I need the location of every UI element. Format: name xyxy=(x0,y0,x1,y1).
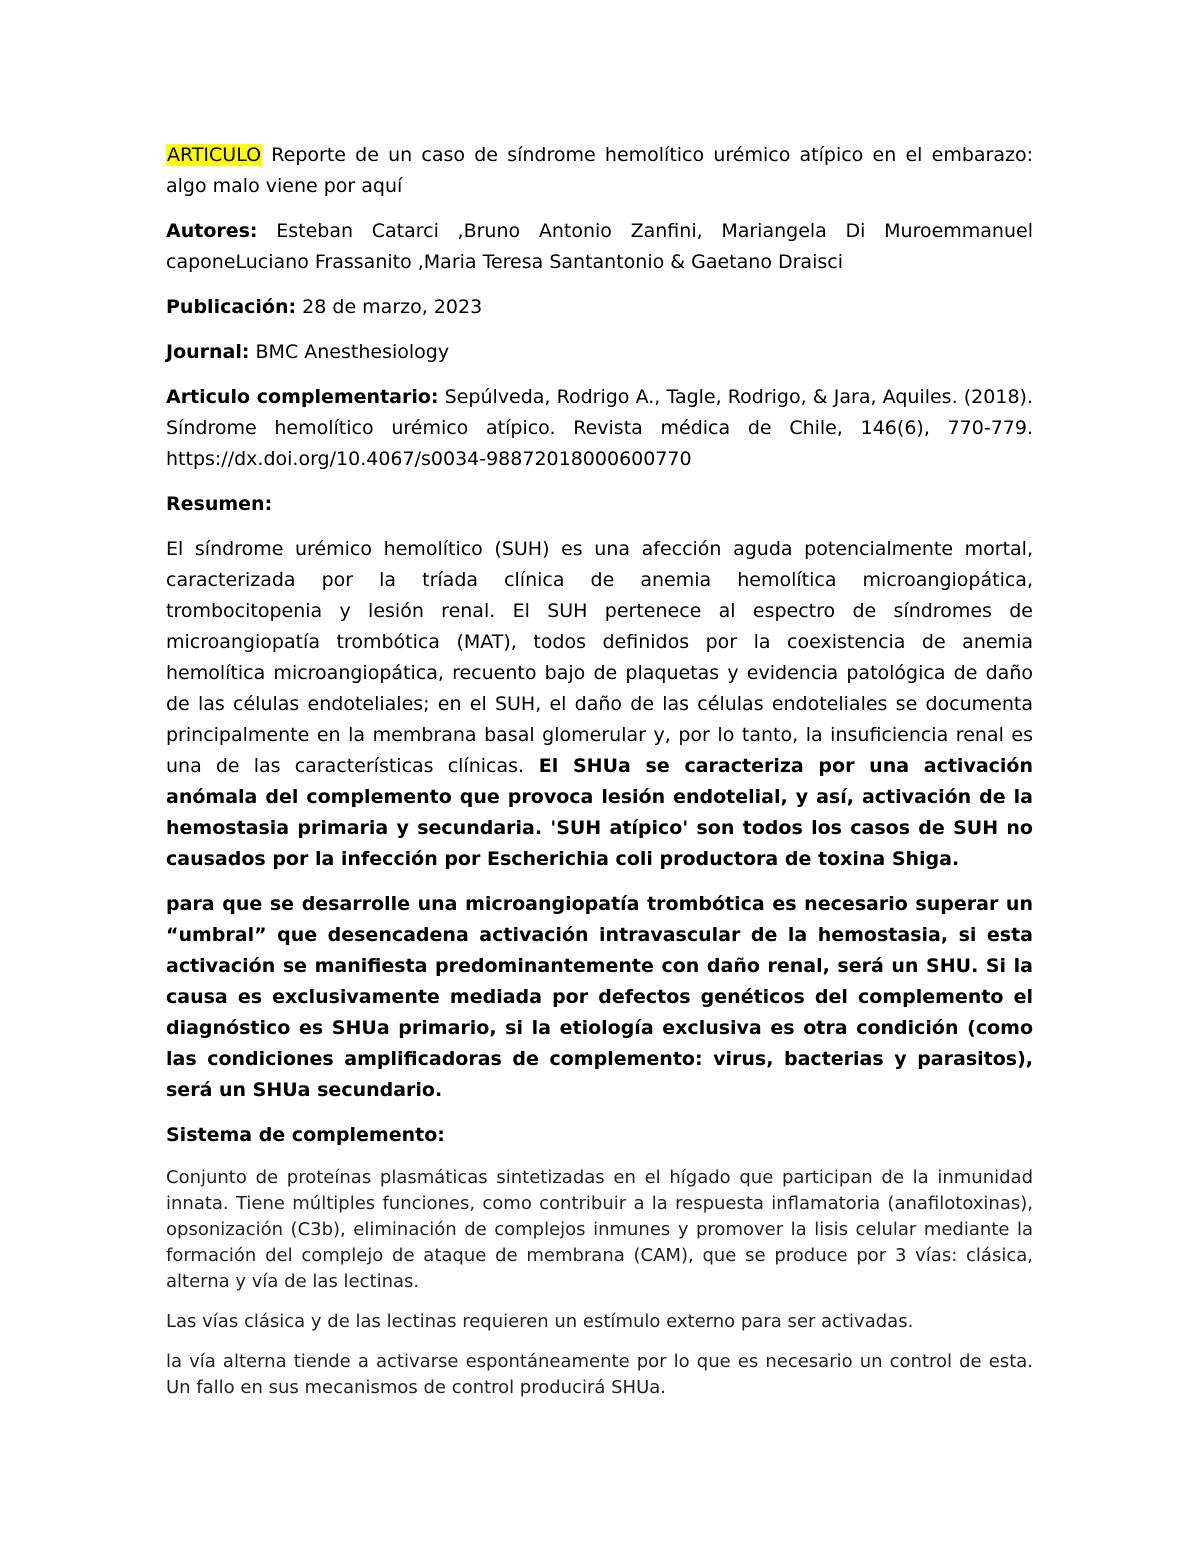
summary-paragraph-2: para que se desarrolle una microangiopatía trombótica es necesario superar un “umbral” que desencadena activación intravascular de la hemostasia, si esta activación se manifiesta predominantemente con daño renal, será un SHU. Si la causa es exclusivamente mediada por defectos genéticos del complemento el diagnóstico es SHUa primario, si la etiología exclusiva es otra condición (como las condiciones amplificadoras de complemento: virus, bacterias y parasitos), será un SHUa secundario. xyxy=(166,893,1033,1101)
complement-system-heading: Sistema de complemento: xyxy=(166,1124,445,1146)
complementary-value: Sepúlveda, Rodrigo A., Tagle, Rodrigo, & Jara, Aquiles. (2018). Síndrome hemolítico urémico atípico. Revista médica de Chile, 146(6), 770-779. https://dx.doi.org/10.4067/s0034-98872018000600770 xyxy=(166,386,1033,470)
summary-para1-normal: El síndrome urémico hemolítico (SUH) es una afección aguda potencialmente mortal, caracterizada por la tríada clínica de anemia hemolítica microangiopática, trombocitopenia y lesión renal. El SUH pertenece al espectro de síndromes de microangiopatía trombótica (MAT), todos definidos por la coexistencia de anemia hemolítica microangiopática, recuento bajo de plaquetas y evidencia patológica de daño de las células endoteliales; en el SUH, el daño de las células endoteliales se documenta principalmente en la membrana basal glomerular y, por lo tanto, la insuficiencia renal es una de las características clínicas. xyxy=(166,538,1033,777)
article-tag-highlight: ARTICULO xyxy=(167,144,262,166)
complement-paragraph-1: Conjunto de proteínas plasmáticas sintetizadas en el hígado que participan de la inmunidad innata. Tiene múltiples funciones, como contribuir a la respuesta inflamatoria (anafilotoxinas), opsonización (C3b), eliminación de complejos inmunes y promover la lisis celular mediante la formación del complejo de ataque de membrana (CAM), que se produce por 3 vías: clásica, alterna y vía de las lectinas. xyxy=(166,1167,1033,1292)
authors-value: Esteban Catarci ,Bruno Antonio Zanfini, Mariangela Di Muroemmanuel caponeLuciano Frassanito ,Maria Teresa Santantonio & Gaetano Draisci xyxy=(166,220,1033,273)
complementary-article-line xyxy=(166,382,1033,475)
complementary-label: Articulo complementario: xyxy=(166,386,439,408)
publication-value: 28 de marzo, 2023 xyxy=(296,296,483,318)
summary-paragraph-1 xyxy=(166,534,1033,875)
summary-heading: Resumen: xyxy=(166,493,273,515)
summary-para1-bold: El SHUa se caracteriza por una activación anómala del complemento que provoca lesión endotelial, y así, activación de la hemostasia primaria y secundaria. xyxy=(166,755,1034,839)
summary-para1-tail: 'SUH atípico' son todos los casos de SUH no causados por la infección por Escherichia coli productora de toxina Shiga. xyxy=(166,817,1033,870)
authors-line xyxy=(166,216,1033,278)
article-title-text: Reporte de un caso de síndrome hemolítico urémico atípico en el embarazo: algo malo viene por aquí xyxy=(166,144,1033,197)
authors-label: Autores: xyxy=(166,220,258,242)
complement-paragraph-2: Las vías clásica y de las lectinas requieren un estímulo externo para ser activadas. xyxy=(166,1311,914,1332)
journal-value: BMC Anesthesiology xyxy=(249,341,450,363)
journal-line xyxy=(166,337,1033,368)
complement-paragraph-3: la vía alterna tiende a activarse espontáneamente por lo que es necesario un control de esta. Un fallo en sus mecanismos de control producirá SHUa. xyxy=(166,1351,1033,1398)
publication-line xyxy=(166,292,1033,323)
journal-label: Journal: xyxy=(166,341,250,363)
publication-label: Publicación: xyxy=(166,296,297,318)
article-title xyxy=(166,140,1033,202)
document-body xyxy=(166,140,1033,1415)
